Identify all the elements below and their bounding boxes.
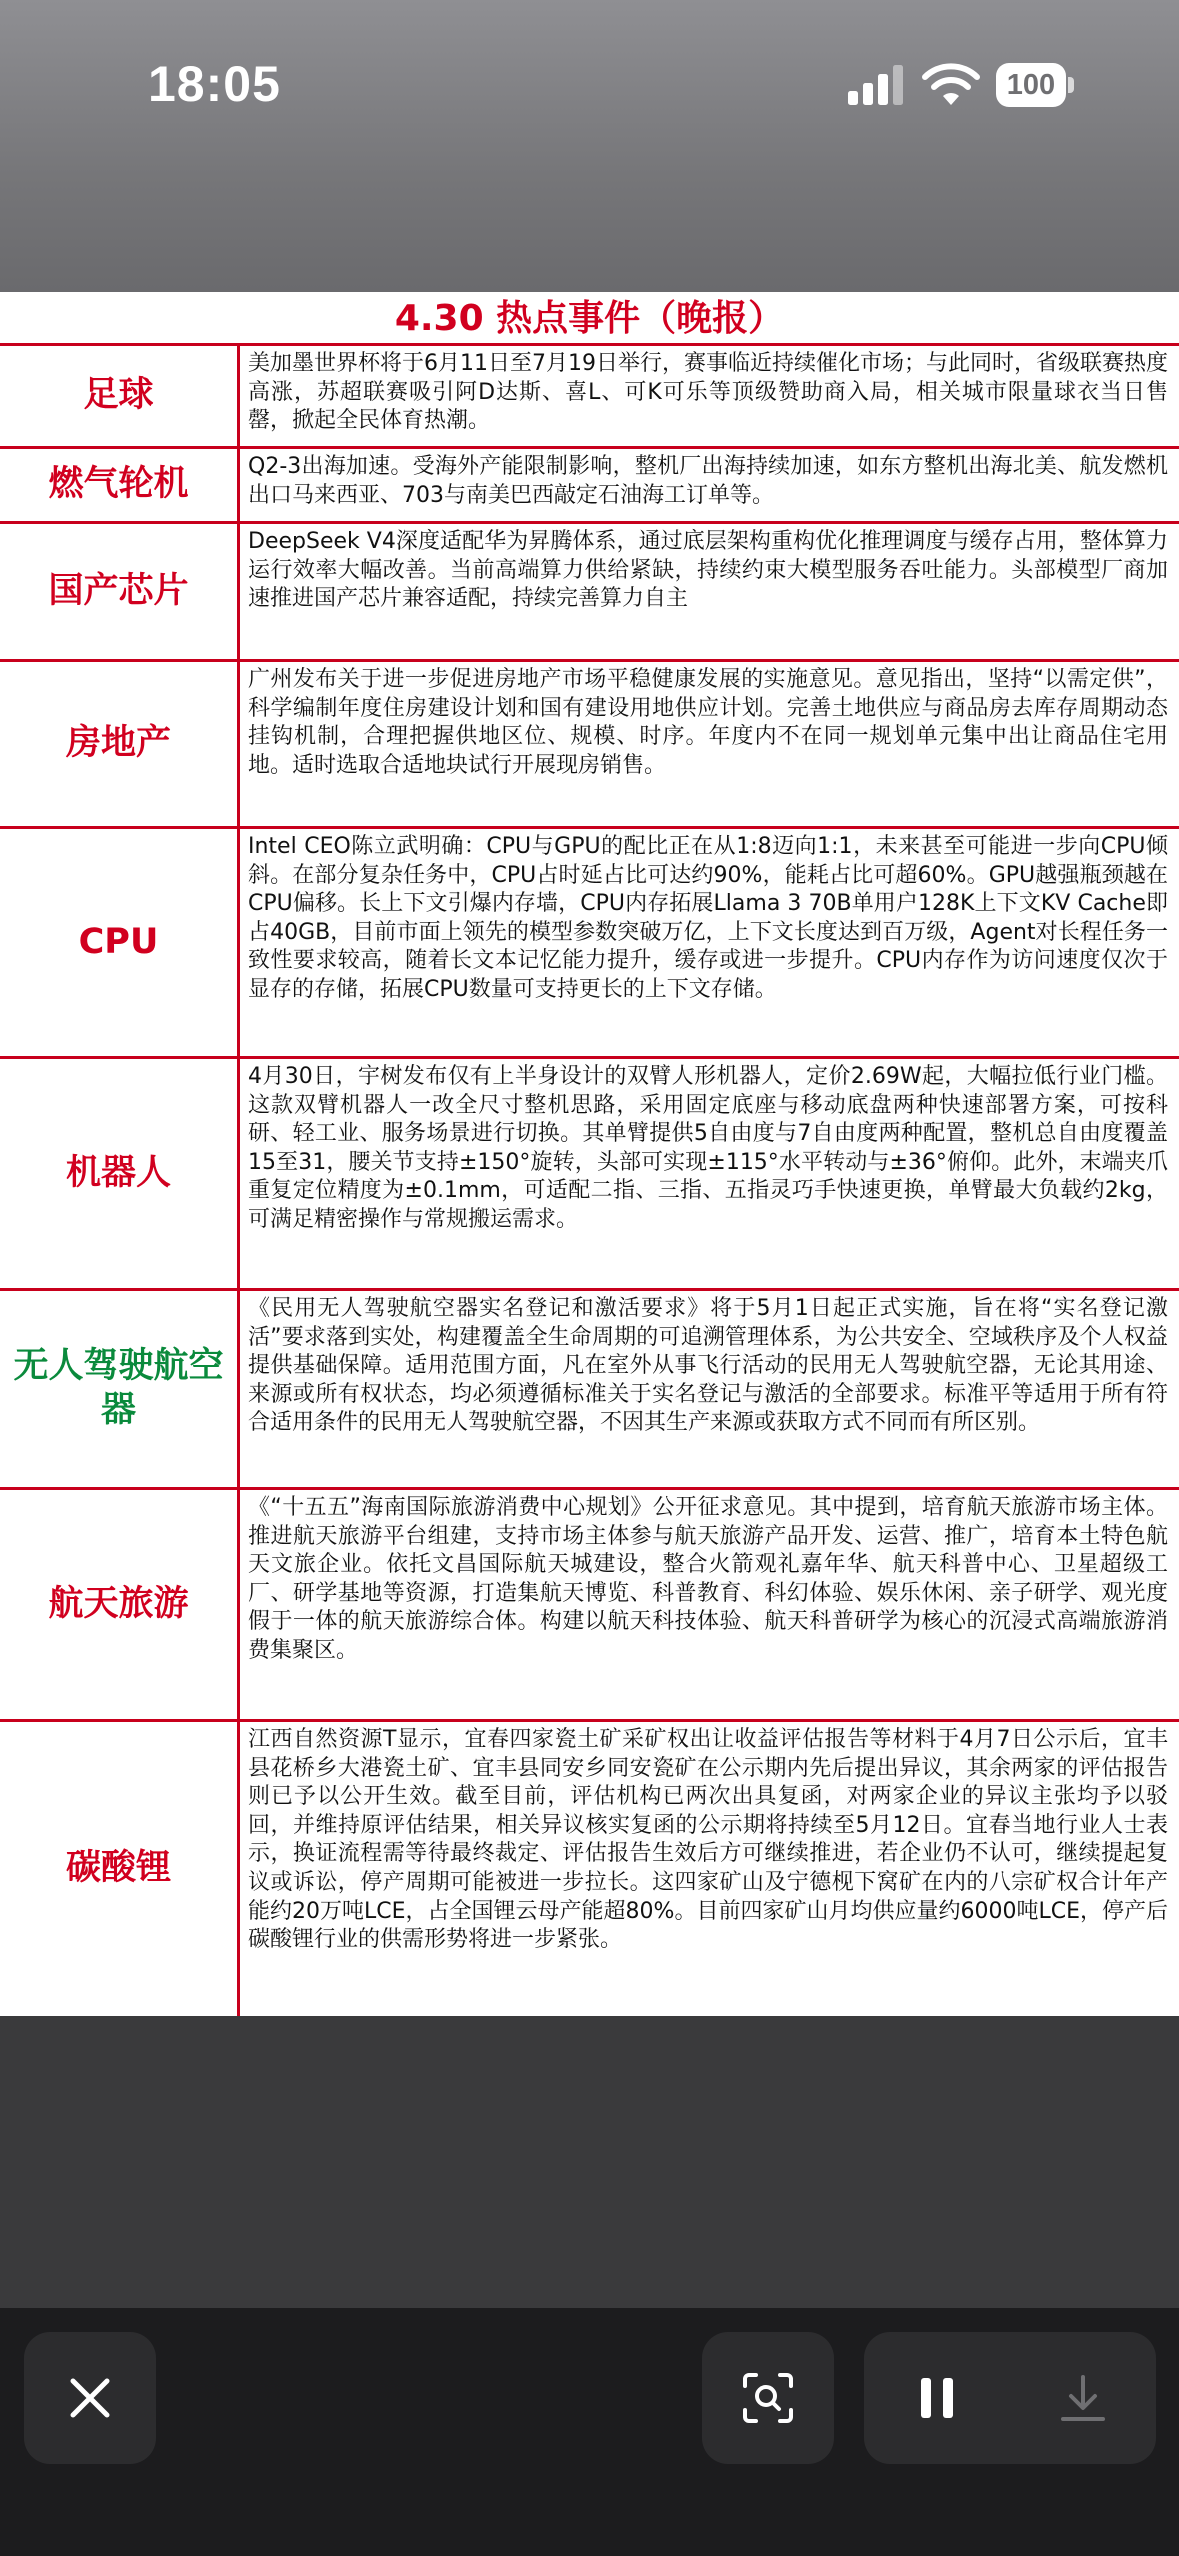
row-label: 碳酸锂 xyxy=(0,1722,240,2016)
row-text: Intel CEO陈立武明确：CPU与GPU的配比正在从1:8迈向1:1，未来甚至可能进一步向CPU倾斜。在部分复杂任务中，CPU占时延占比可达约90%，能耗占比可超60%。GPU越强瓶颈越在CPU偏移。长上下文引爆内存墙，CPU内存拓展Llama 3 70B单用户128K上下文KV Cache即占40GB，目前市面上领先的模型参数突破万亿，上下文长度达到百万级，Agent对长程任务一致性要求较高，随着长文本记忆能力提升，缓存或进一步提升。CPU内存作为访问速度仅次于显存的存储，拓展CPU数量可支持更长的上下文存储。 xyxy=(248,834,1168,1002)
row-label: 国产芯片 xyxy=(0,524,240,659)
report-row-cpu xyxy=(0,829,1179,1059)
row-label: 燃气轮机 xyxy=(0,449,240,521)
row-label: 房地产 xyxy=(0,662,240,826)
report-row-real-estate xyxy=(0,662,1179,829)
signal-icon xyxy=(848,65,904,105)
row-label: 航天旅游 xyxy=(0,1490,240,1719)
close-button[interactable] xyxy=(24,2332,156,2464)
row-label: 无人驾驶航空器 xyxy=(0,1291,240,1487)
close-icon xyxy=(68,2376,112,2420)
status-bar xyxy=(0,0,1179,170)
report-row-space-tourism xyxy=(0,1490,1179,1722)
pause-icon xyxy=(917,2375,957,2421)
battery-level: 100 xyxy=(996,63,1066,107)
report-row-lithium-carbonate xyxy=(0,1722,1179,2016)
status-time: 18:05 xyxy=(148,56,281,112)
news-report-image xyxy=(0,292,1179,2016)
report-row-drones xyxy=(0,1291,1179,1490)
download-button[interactable] xyxy=(1010,2332,1156,2464)
pause-button[interactable] xyxy=(864,2332,1010,2464)
report-row-gas-turbine xyxy=(0,449,1179,524)
wifi-icon xyxy=(922,63,980,107)
row-label: 机器人 xyxy=(0,1059,240,1288)
visual-search-icon xyxy=(742,2372,794,2424)
report-row-robot xyxy=(0,1059,1179,1291)
row-text: 《“十五五”海南国际旅游消费中心规划》公开征求意见。其中提到，培育航天旅游市场主体。推进航天旅游平台组建，支持市场主体参与航天旅游产品开发、运营、推广，培育本土特色航天文旅企业。依托文昌国际航天城建设，整合火箭观礼嘉年华、航天科普中心、卫星超级工厂、研学基地等资源，打造集航天博览、科普教育、科幻体验、娱乐休闲、亲子研学、观光度假于一体的航天旅游综合体。构建以航天科技体验、航天科普研学为核心的沉浸式高端旅游消费集聚区。 xyxy=(248,1495,1168,1663)
report-row-domestic-chips xyxy=(0,524,1179,662)
row-label: CPU xyxy=(0,829,240,1056)
row-text: 江西自然资源T显示，宜春四家瓷土矿采矿权出让收益评估报告等材料于4月7日公示后，宜丰县花桥乡大港瓷土矿、宜丰县同安乡同安瓷矿在公示期内先后提出异议，其余两家的评估报告则已予以公开生效。截至目前，评估机构已两次出具复函，对两家企业的异议主张均予以驳回，并维持原评估结果，相关异议核实复函的公示期将持续至5月12日。宜春当地行业人士表示，换证流程需等待最终裁定、评估报告生效后方可继续推进，若企业仍不认可，继续提起复议或诉讼，停产周期可能被进一步拉长。这四家矿山及宁德枧下窝矿在内的八宗矿权合计年产能约20万吨LCE，占全国锂云母产能超80%。目前四家矿山月均供应量约6000吨LCE，停产后碳酸锂行业的供需形势将进一步紧张。 xyxy=(248,1727,1168,1953)
battery-cap xyxy=(1068,77,1074,93)
row-text: 美加墨世界杯将于6月11日至7月19日举行，赛事临近持续催化市场；与此同时，省级联赛热度高涨，苏超联赛吸引阿D达斯、喜L、可K可乐等顶级赞助商入局，相关城市限量球衣当日售罄，掀起全民体育热潮。 xyxy=(248,351,1168,434)
report-row-football xyxy=(0,346,1179,449)
download-icon xyxy=(1059,2373,1107,2423)
report-title: 4.30 热点事件（晚报） xyxy=(0,292,1179,346)
battery-icon xyxy=(996,63,1074,107)
row-label: 足球 xyxy=(0,346,240,446)
bottom-toolbar xyxy=(0,2308,1179,2556)
media-controls xyxy=(864,2332,1156,2464)
row-text: 广州发布关于进一步促进房地产市场平稳健康发展的实施意见。意见指出，坚持“以需定供”，科学编制年度住房建设计划和国有建设用地供应计划。完善土地供应与商品房去库存周期动态挂钩机制，合理把握供地区位、规模、时序。年度内不在同一规划单元集中出让商品住宅用地。适时选取合适地块试行开展现房销售。 xyxy=(248,667,1168,778)
visual-search-button[interactable] xyxy=(702,2332,834,2464)
row-text: DeepSeek V4深度适配华为昇腾体系，通过底层架构重构优化推理调度与缓存占用，整体算力运行效率大幅改善。当前高端算力供给紧缺，持续约束大模型服务吞吐能力。头部模型厂商加速推进国产芯片兼容适配，持续完善算力自主 xyxy=(248,529,1168,612)
row-text: 《民用无人驾驶航空器实名登记和激活要求》将于5月1日起正式实施，旨在将“实名登记激活”要求落到实处，构建覆盖全生命周期的可追溯管理体系，为公共安全、空域秩序及个人权益提供基础保障。适用范围方面，凡在室外从事飞行活动的民用无人驾驶航空器，无论其用途、来源或所有权状态，均必须遵循标准关于实名登记与激活的全部要求。标准平等适用于所有符合适用条件的民用无人驾驶航空器，不因其生产来源或获取方式不同而有所区别。 xyxy=(248,1296,1168,1436)
row-text: 4月30日，宇树发布仅有上半身设计的双臂人形机器人，定价2.69W起，大幅拉低行业门槛。这款双臂机器人一改全尺寸整机思路，采用固定底座与移动底盘两种快速部署方案，可按科研、轻工业、服务场景进行切换。其单臂提供5自由度与7自由度两种配置，整机总自由度覆盖15至31，腰关节支持±150°旋转，头部可实现±115°水平转动与±36°俯仰。此外，末端夹爪重复定位精度为±0.1mm，可适配二指、三指、五指灵巧手快速更换，单臂最大负载约2kg，可满足精密操作与常规搬运需求。 xyxy=(248,1064,1168,1232)
row-text: Q2-3出海加速。受海外产能限制影响，整机厂出海持续加速，如东方整机出海北美、航发燃机出口马来西亚、703与南美巴西敲定石油海工订单等。 xyxy=(248,454,1168,508)
